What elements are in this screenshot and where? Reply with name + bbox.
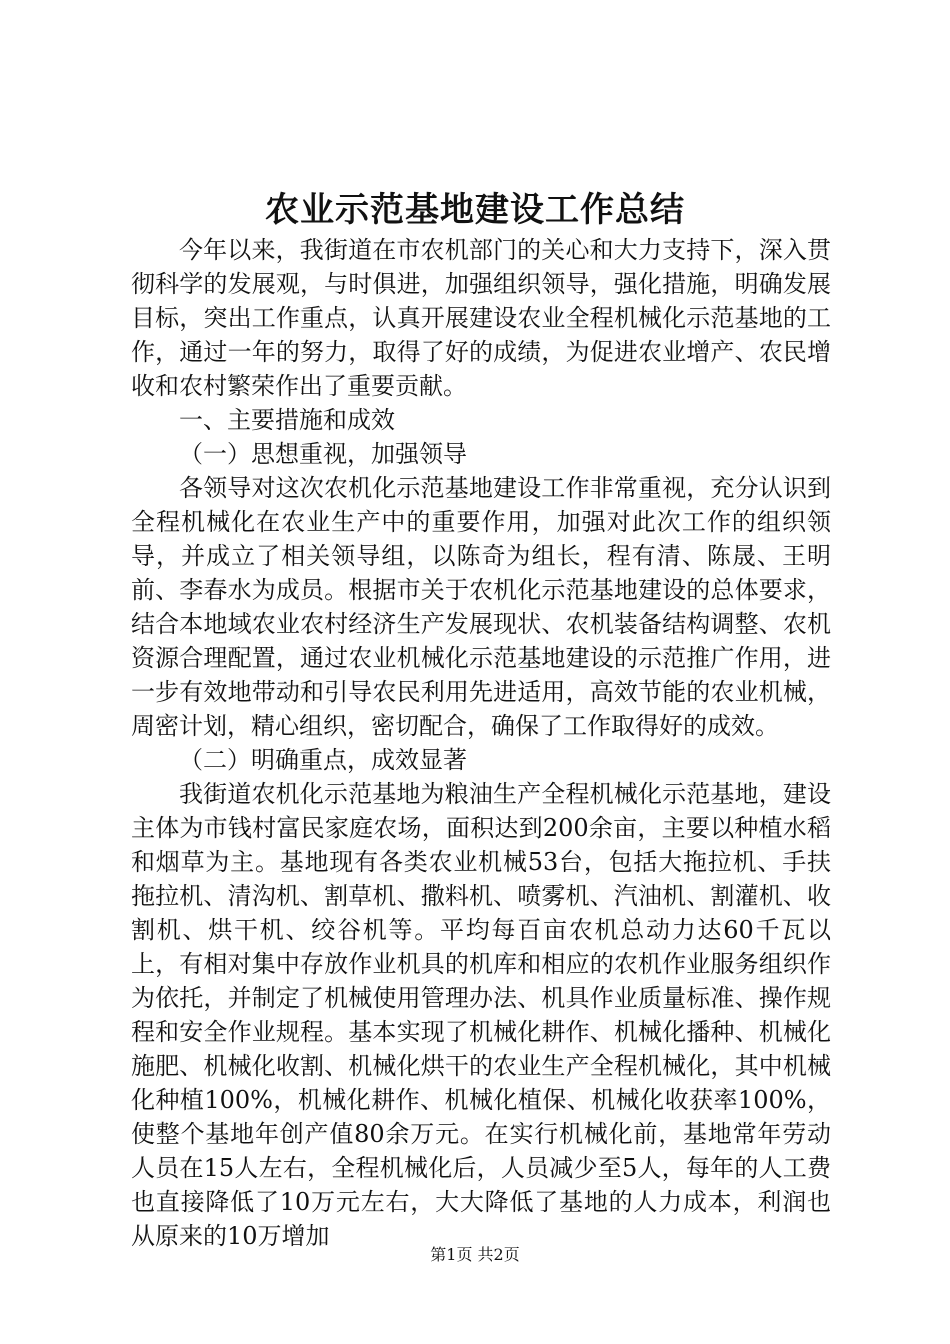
intro-paragraph: 今年以来，我街道在市农机部门的关心和大力支持下，深入贯彻科学的发展观，与时俱进，加强组织领导，强化措施，明确发展目标，突出工作重点，认真开展建设农业全程机械化示范基地的工作，通过一年的努力，取得了好的成绩，为促进农业增产、农民增收和农村繁荣作出了重要贡献。 — [131, 236, 831, 400]
body-paragraph: 各领导对这次农机化示范基地建设工作非常重视，充分认识到全程机械化在农业生产中的重要作用，加强对此次工作的组织领导，并成立了相关领导组，以陈奇为组长，程有清、陈晟、王明前、李春水为成员。根据市关于农机化示范基地建设的总体要求，结合本地域农业农村经济生产发展现状、农机装备结构调整、农机资源合理配置，通过农业机械化示范基地建设的示范推广作用，进一步有效地带动和引导农民利用先进适用，高效节能的农业机械，周密计划，精心组织，密切配合，确保了工作取得好的成效。 — [131, 474, 831, 740]
document-body — [131, 233, 831, 1253]
page-footer: 第1页 共2页 — [430, 1245, 520, 1264]
document-title: 农业示范基地建设工作总结 — [265, 190, 685, 230]
subsection-heading: （二）明确重点，成效显著 — [179, 746, 467, 774]
section-heading: 一、主要措施和成效 — [179, 406, 395, 434]
subsection-heading: （一）思想重视，加强领导 — [179, 440, 467, 468]
body-paragraph: 我街道农机化示范基地为粮油生产全程机械化示范基地，建设主体为市钱村富民家庭农场，面积达到200余亩，主要以种植水稻和烟草为主。基地现有各类农业机械53台，包括大拖拉机、手扶拖拉机、清沟机、割草机、撒料机、喷雾机、汽油机、割灌机、收割机、烘干机、绞谷机等。平均每百亩农机总动力达60千瓦以上，有相对集中存放作业机具的机库和相应的农机作业服务组织作为依托，并制定了机械使用管理办法、机具作业质量标准、操作规程和安全作业规程。基本实现了机械化耕作、机械化播种、机械化施肥、机械化收割、机械化烘干的农业生产全程机械化，其中机械化种植100%，机械化耕作、机械化植保、机械化收获率100%，使整个基地年创产值80余万元。在实行机械化前，基地常年劳动人员在15人左右，全程机械化后，人员减少至5人，每年的人工费也直接降低了10万元左右，大大降低了基地的人力成本，利润也从原来的10万增加 — [131, 780, 831, 1250]
